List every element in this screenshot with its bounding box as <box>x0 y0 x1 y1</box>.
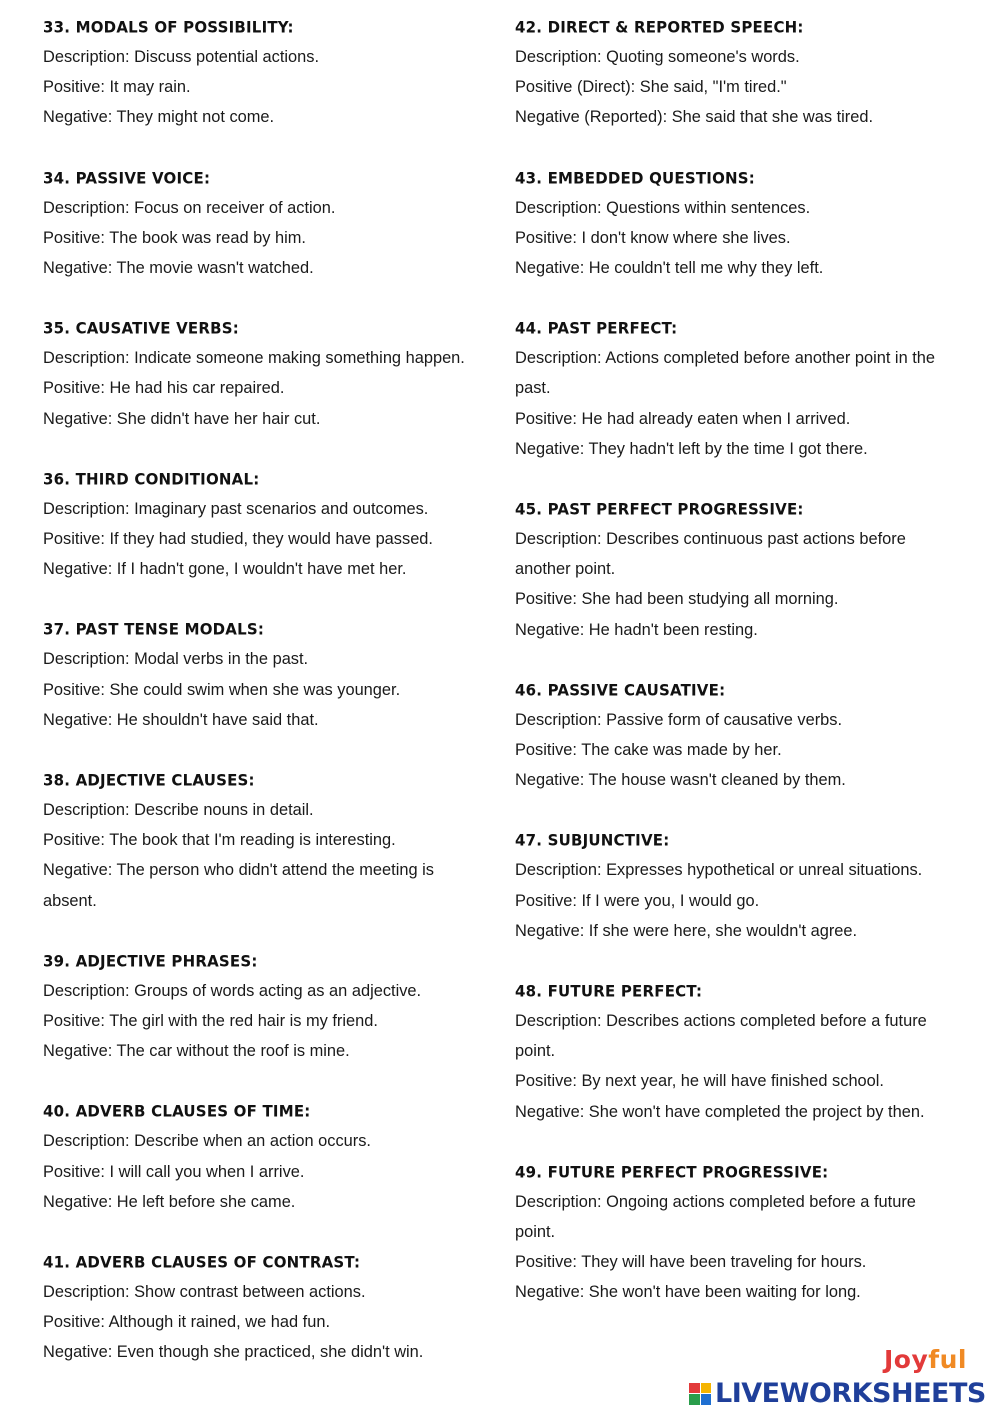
entry-negative-example: Negative: She won't have completed the project by then. <box>515 1102 925 1121</box>
entry-description: Description: Describe when an action occurs. <box>43 1132 371 1151</box>
entry-heading: 36. THIRD CONDITIONAL: <box>43 469 260 489</box>
grammar-entry <box>515 494 955 645</box>
entry-positive-example: Positive: She could swim when she was younger. <box>43 680 401 699</box>
grammar-entry <box>43 464 483 585</box>
entry-description: Description: Quoting someone's words. <box>515 48 800 66</box>
grammar-entry <box>43 163 483 284</box>
entry-description: Description: Modal verbs in the past. <box>43 650 309 669</box>
grammar-entry <box>515 163 955 284</box>
entry-heading: 37. PAST TENSE MODALS: <box>43 619 265 639</box>
entry-negative-example: Negative: He left before she came. <box>43 1192 296 1211</box>
mark-square <box>689 1394 700 1405</box>
entry-negative-example: Negative: He hadn't been resting. <box>515 620 758 639</box>
entry-description: Description: Focus on receiver of action. <box>43 198 336 217</box>
grammar-entry <box>515 825 955 946</box>
entry-description: Description: Expresses hypothetical or unreal situations. <box>515 861 923 880</box>
entry-negative-example: Negative (Reported): She said that she was tired. <box>515 108 874 127</box>
entry-positive-example: Positive: The book was read by him. <box>43 228 306 247</box>
entry-description: Description: Indicate someone making something happen. <box>43 349 465 368</box>
liveworksheets-logo[interactable] <box>689 1345 989 1409</box>
entry-positive-example: Positive: If they had studied, they would have passed. <box>43 530 433 549</box>
grammar-entry <box>515 1157 955 1308</box>
entry-description: Description: Questions within sentences. <box>515 198 811 217</box>
entry-description: Description: Discuss potential actions. <box>43 48 320 66</box>
entry-heading: 49. FUTURE PERFECT PROGRESSIVE: <box>515 1162 829 1182</box>
entry-positive-example: Positive: By next year, he will have finished school. <box>515 1072 884 1091</box>
entry-description: Description: Describe nouns in detail. <box>43 801 314 820</box>
entry-heading: 44. PAST PERFECT: <box>515 318 678 338</box>
entry-positive-example: Positive: They will have been traveling for hours. <box>515 1253 867 1272</box>
grammar-entry <box>43 765 483 916</box>
entry-positive-example: Positive: I will call you when I arrive. <box>43 1162 305 1181</box>
entry-positive-example: Positive: Although it rained, we had fun. <box>43 1313 331 1332</box>
entry-negative-example: Negative: The car without the roof is mine. <box>43 1042 350 1061</box>
grammar-entry <box>43 1096 483 1217</box>
grammar-entry <box>43 614 483 735</box>
entry-heading: 33. MODALS OF POSSIBILITY: <box>43 17 294 37</box>
entry-heading: 34. PASSIVE VOICE: <box>43 168 211 188</box>
grammar-entry <box>43 12 483 133</box>
entry-positive-example: Positive: The cake was made by her. <box>515 741 782 760</box>
joyful-wordmark: Joyful <box>883 1345 967 1374</box>
entry-description: Description: Actions completed before another point in the past. <box>515 349 936 398</box>
mark-square <box>689 1383 700 1394</box>
entry-negative-example: Negative: They might not come. <box>43 108 275 127</box>
liveworksheets-mark-icon <box>689 1383 711 1405</box>
entry-positive-example: Positive: He had already eaten when I arrived. <box>515 409 851 428</box>
entry-heading: 45. PAST PERFECT PROGRESSIVE: <box>515 499 804 519</box>
grammar-entry <box>43 313 483 434</box>
entry-negative-example: Negative: She didn't have her hair cut. <box>43 409 321 428</box>
grammar-entry <box>43 946 483 1067</box>
entry-negative-example: Negative: He couldn't tell me why they left. <box>515 259 824 278</box>
entry-positive-example: Positive: I don't know where she lives. <box>515 228 791 247</box>
entry-heading: 35. CAUSATIVE VERBS: <box>43 318 239 338</box>
entry-heading: 40. ADVERB CLAUSES OF TIME: <box>43 1102 311 1121</box>
entry-negative-example: Negative: The movie wasn't watched. <box>43 259 314 278</box>
mark-square <box>701 1394 712 1405</box>
entry-description: Description: Describes actions completed before a future point. <box>515 1012 927 1061</box>
entry-positive-example: Positive: It may rain. <box>43 78 191 97</box>
entry-description: Description: Groups of words acting as an adjective. <box>43 981 422 1000</box>
mark-square <box>701 1383 712 1394</box>
entry-negative-example: Negative: Even though she practiced, she didn't win. <box>43 1343 424 1362</box>
grammar-entry <box>515 675 955 796</box>
left-column <box>43 12 483 1398</box>
entry-negative-example: Negative: He shouldn't have said that. <box>43 710 319 729</box>
entry-negative-example: Negative: They hadn't left by the time I got there. <box>515 439 868 458</box>
grammar-entry <box>515 12 955 133</box>
entry-description: Description: Imaginary past scenarios and outcomes. <box>43 499 429 518</box>
grammar-entry <box>43 1247 483 1368</box>
entry-negative-example: Negative: The house wasn't cleaned by them. <box>515 771 846 790</box>
entry-description: Description: Ongoing actions completed before a future point. <box>515 1192 916 1242</box>
entry-heading: 39. ADJECTIVE PHRASES: <box>43 951 258 971</box>
entry-negative-example: Negative: If she were here, she wouldn't agree. <box>515 921 858 940</box>
entry-positive-example: Positive: She had been studying all morning. <box>515 590 839 609</box>
entry-positive-example: Positive: The book that I'm reading is interesting. <box>43 831 396 850</box>
entry-positive-example: Positive: The girl with the red hair is my friend. <box>43 1012 378 1031</box>
entry-negative-example: Negative: She won't have been waiting for long. <box>515 1283 861 1302</box>
entry-heading: 41. ADVERB CLAUSES OF CONTRAST: <box>43 1252 361 1272</box>
entry-positive-example: Positive (Direct): She said, "I'm tired." <box>515 78 787 97</box>
entry-description: Description: Show contrast between actions. <box>43 1283 366 1302</box>
entry-negative-example: Negative: The person who didn't attend the meeting is absent. <box>43 861 434 910</box>
entry-heading: 46. PASSIVE CAUSATIVE: <box>515 680 726 700</box>
liveworksheets-wordmark: LIVEWORKSHEETS <box>715 1378 986 1409</box>
entry-heading: 47. SUBJUNCTIVE: <box>515 831 670 850</box>
entry-negative-example: Negative: If I hadn't gone, I wouldn't have met her. <box>43 560 407 579</box>
entry-heading: 42. DIRECT & REPORTED SPEECH: <box>515 17 804 37</box>
entry-heading: 38. ADJECTIVE CLAUSES: <box>43 770 255 790</box>
entry-heading: 43. EMBEDDED QUESTIONS: <box>515 168 755 188</box>
entry-positive-example: Positive: He had his car repaired. <box>43 379 285 398</box>
grammar-entry <box>515 976 955 1127</box>
right-column <box>515 12 955 1338</box>
entry-description: Description: Passive form of causative verbs. <box>515 710 843 729</box>
entry-description: Description: Describes continuous past actions before another point. <box>515 530 906 579</box>
entry-positive-example: Positive: If I were you, I would go. <box>515 891 760 910</box>
grammar-entry <box>515 313 955 464</box>
entry-heading: 48. FUTURE PERFECT: <box>515 981 703 1001</box>
